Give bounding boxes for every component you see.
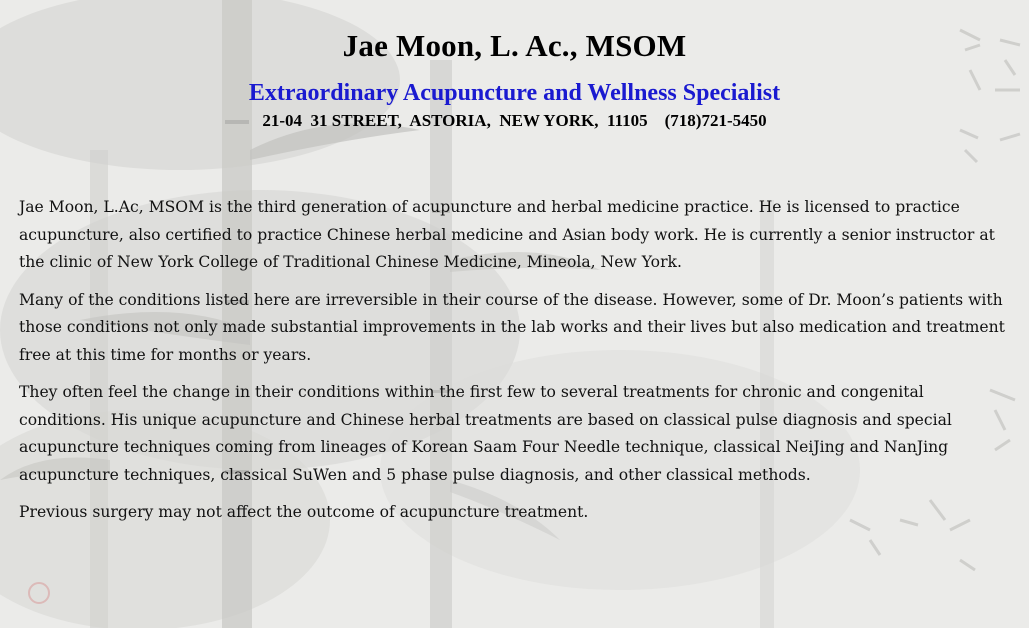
red-seal-stamp (28, 582, 50, 604)
contact-address: 21-04 31 STREET, ASTORIA, NEW YORK, 11105 (718)721-5450 (262, 111, 767, 130)
page-header (0, 0, 1029, 131)
bio-paragraph-2: Many of the conditions listed here are irreversible in their course of the disease. However, some of Dr. Moon’s patients with those conditions not only made substantial improvements in the lab works and their lives but also medication and treatment free at this time for months or years. (19, 290, 1005, 364)
bio-paragraph-4: Previous surgery may not affect the outcome of acupuncture treatment. (19, 503, 589, 521)
page-subtitle: Extraordinary Acupuncture and Wellness Specialist (248, 80, 781, 106)
bio-paragraph-3: They often feel the change in their conditions within the first few to several treatments for chronic and congenital conditions. His unique acupuncture and Chinese herbal treatments are based on classical pulse diagnosis and special acupuncture techniques coming from lineages of Korean Saam Four Needle technique, classical NeiJing and NanJing acupuncture techniques, classical SuWen and 5 phase pulse diagnosis, and other classical methods. (19, 383, 952, 484)
page-title: Jae Moon, L. Ac., MSOM (342, 28, 687, 63)
bio-text (19, 194, 1009, 537)
bio-paragraph-1: Jae Moon, L.Ac, MSOM is the third generation of acupuncture and herbal medicine practice. He is licensed to practice acupuncture, also certified to practice Chinese herbal medicine and Asian body work. He is currently a senior instructor at the clinic of New York College of Traditional Chinese Medicine, Mineola, New York. (19, 198, 995, 271)
